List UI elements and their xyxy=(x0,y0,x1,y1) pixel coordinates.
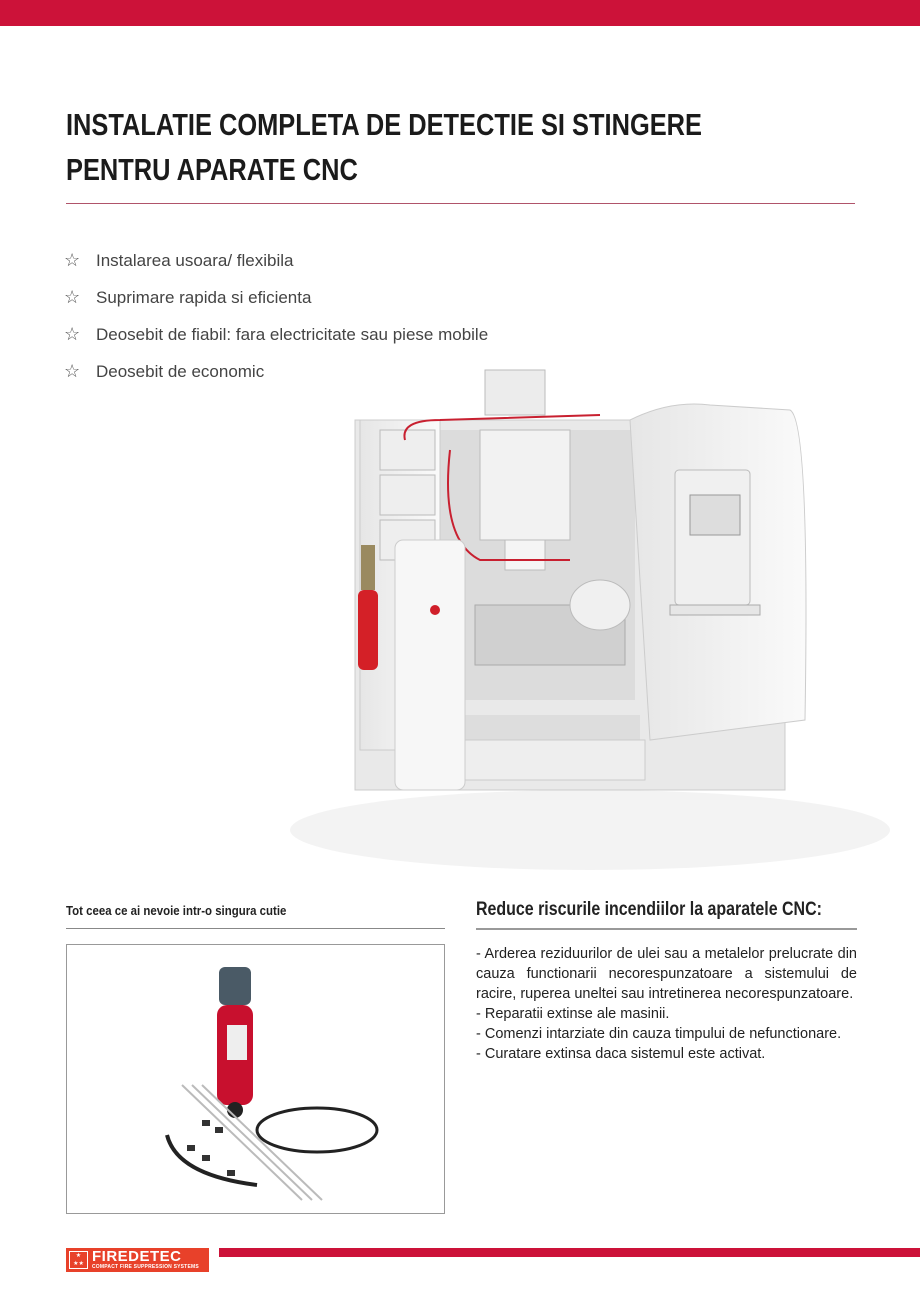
risk-item: - Comenzi intarziate din cauza timpului de nefunctionare. xyxy=(476,1026,842,1042)
title-divider xyxy=(66,203,855,204)
risk-item: - Arderea reziduurilor de ulei sau a metalelor prelucrate din cauza functionarii necorespunzatoare a sistemului de racire, ruperea uneltei sau intretinerea necorespunzatoare. xyxy=(476,946,857,1002)
kit-heading: Tot ceea ce ai nevoie intr-o singura cutie xyxy=(66,903,287,918)
feature-text: Instalarea usoara/ flexibila xyxy=(96,250,294,270)
star-outline-icon: ☆ xyxy=(64,287,81,307)
title-line-2: PENTRU APARATE CNC xyxy=(66,152,358,187)
feature-item xyxy=(64,279,488,316)
logo-brand: FIREDETEC xyxy=(92,1248,182,1265)
star-outline-icon: ☆ xyxy=(64,361,81,381)
risks-divider xyxy=(476,928,857,930)
feature-text: Suprimare rapida si eficienta xyxy=(96,287,312,307)
feature-item xyxy=(64,316,488,353)
page-title xyxy=(66,102,702,192)
logo-tagline: COMPACT FIRE SUPPRESSION SYSTEMS xyxy=(92,1264,199,1270)
title-line-1: INSTALATIE COMPLETA DE DETECTIE SI STINGERE xyxy=(66,107,702,142)
feature-text: Deosebit de fiabil: fara electricitate sau piese mobile xyxy=(96,324,489,344)
risks-list xyxy=(476,944,857,1064)
bottom-accent-bar xyxy=(219,1248,920,1257)
feature-text: Deosebit de economic xyxy=(96,361,265,381)
kit-divider xyxy=(66,928,445,929)
star-outline-icon: ☆ xyxy=(64,250,81,270)
fire-suppression-kit-image xyxy=(67,945,444,1213)
risk-item: - Curatare extinsa daca sistemul este activat. xyxy=(476,1046,766,1062)
top-accent-bar xyxy=(0,0,920,26)
firedetec-logo xyxy=(66,1248,209,1272)
star-outline-icon: ☆ xyxy=(64,324,81,344)
risk-item: - Reparatii extinse ale masinii. xyxy=(476,1006,670,1022)
cnc-machine-illustration xyxy=(270,360,890,880)
stars-logo-icon: ★ ★★ xyxy=(69,1251,88,1269)
feature-item xyxy=(64,242,488,279)
kit-image-frame xyxy=(66,944,445,1214)
risks-heading: Reduce riscurile incendiilor la aparatele CNC: xyxy=(476,899,822,920)
